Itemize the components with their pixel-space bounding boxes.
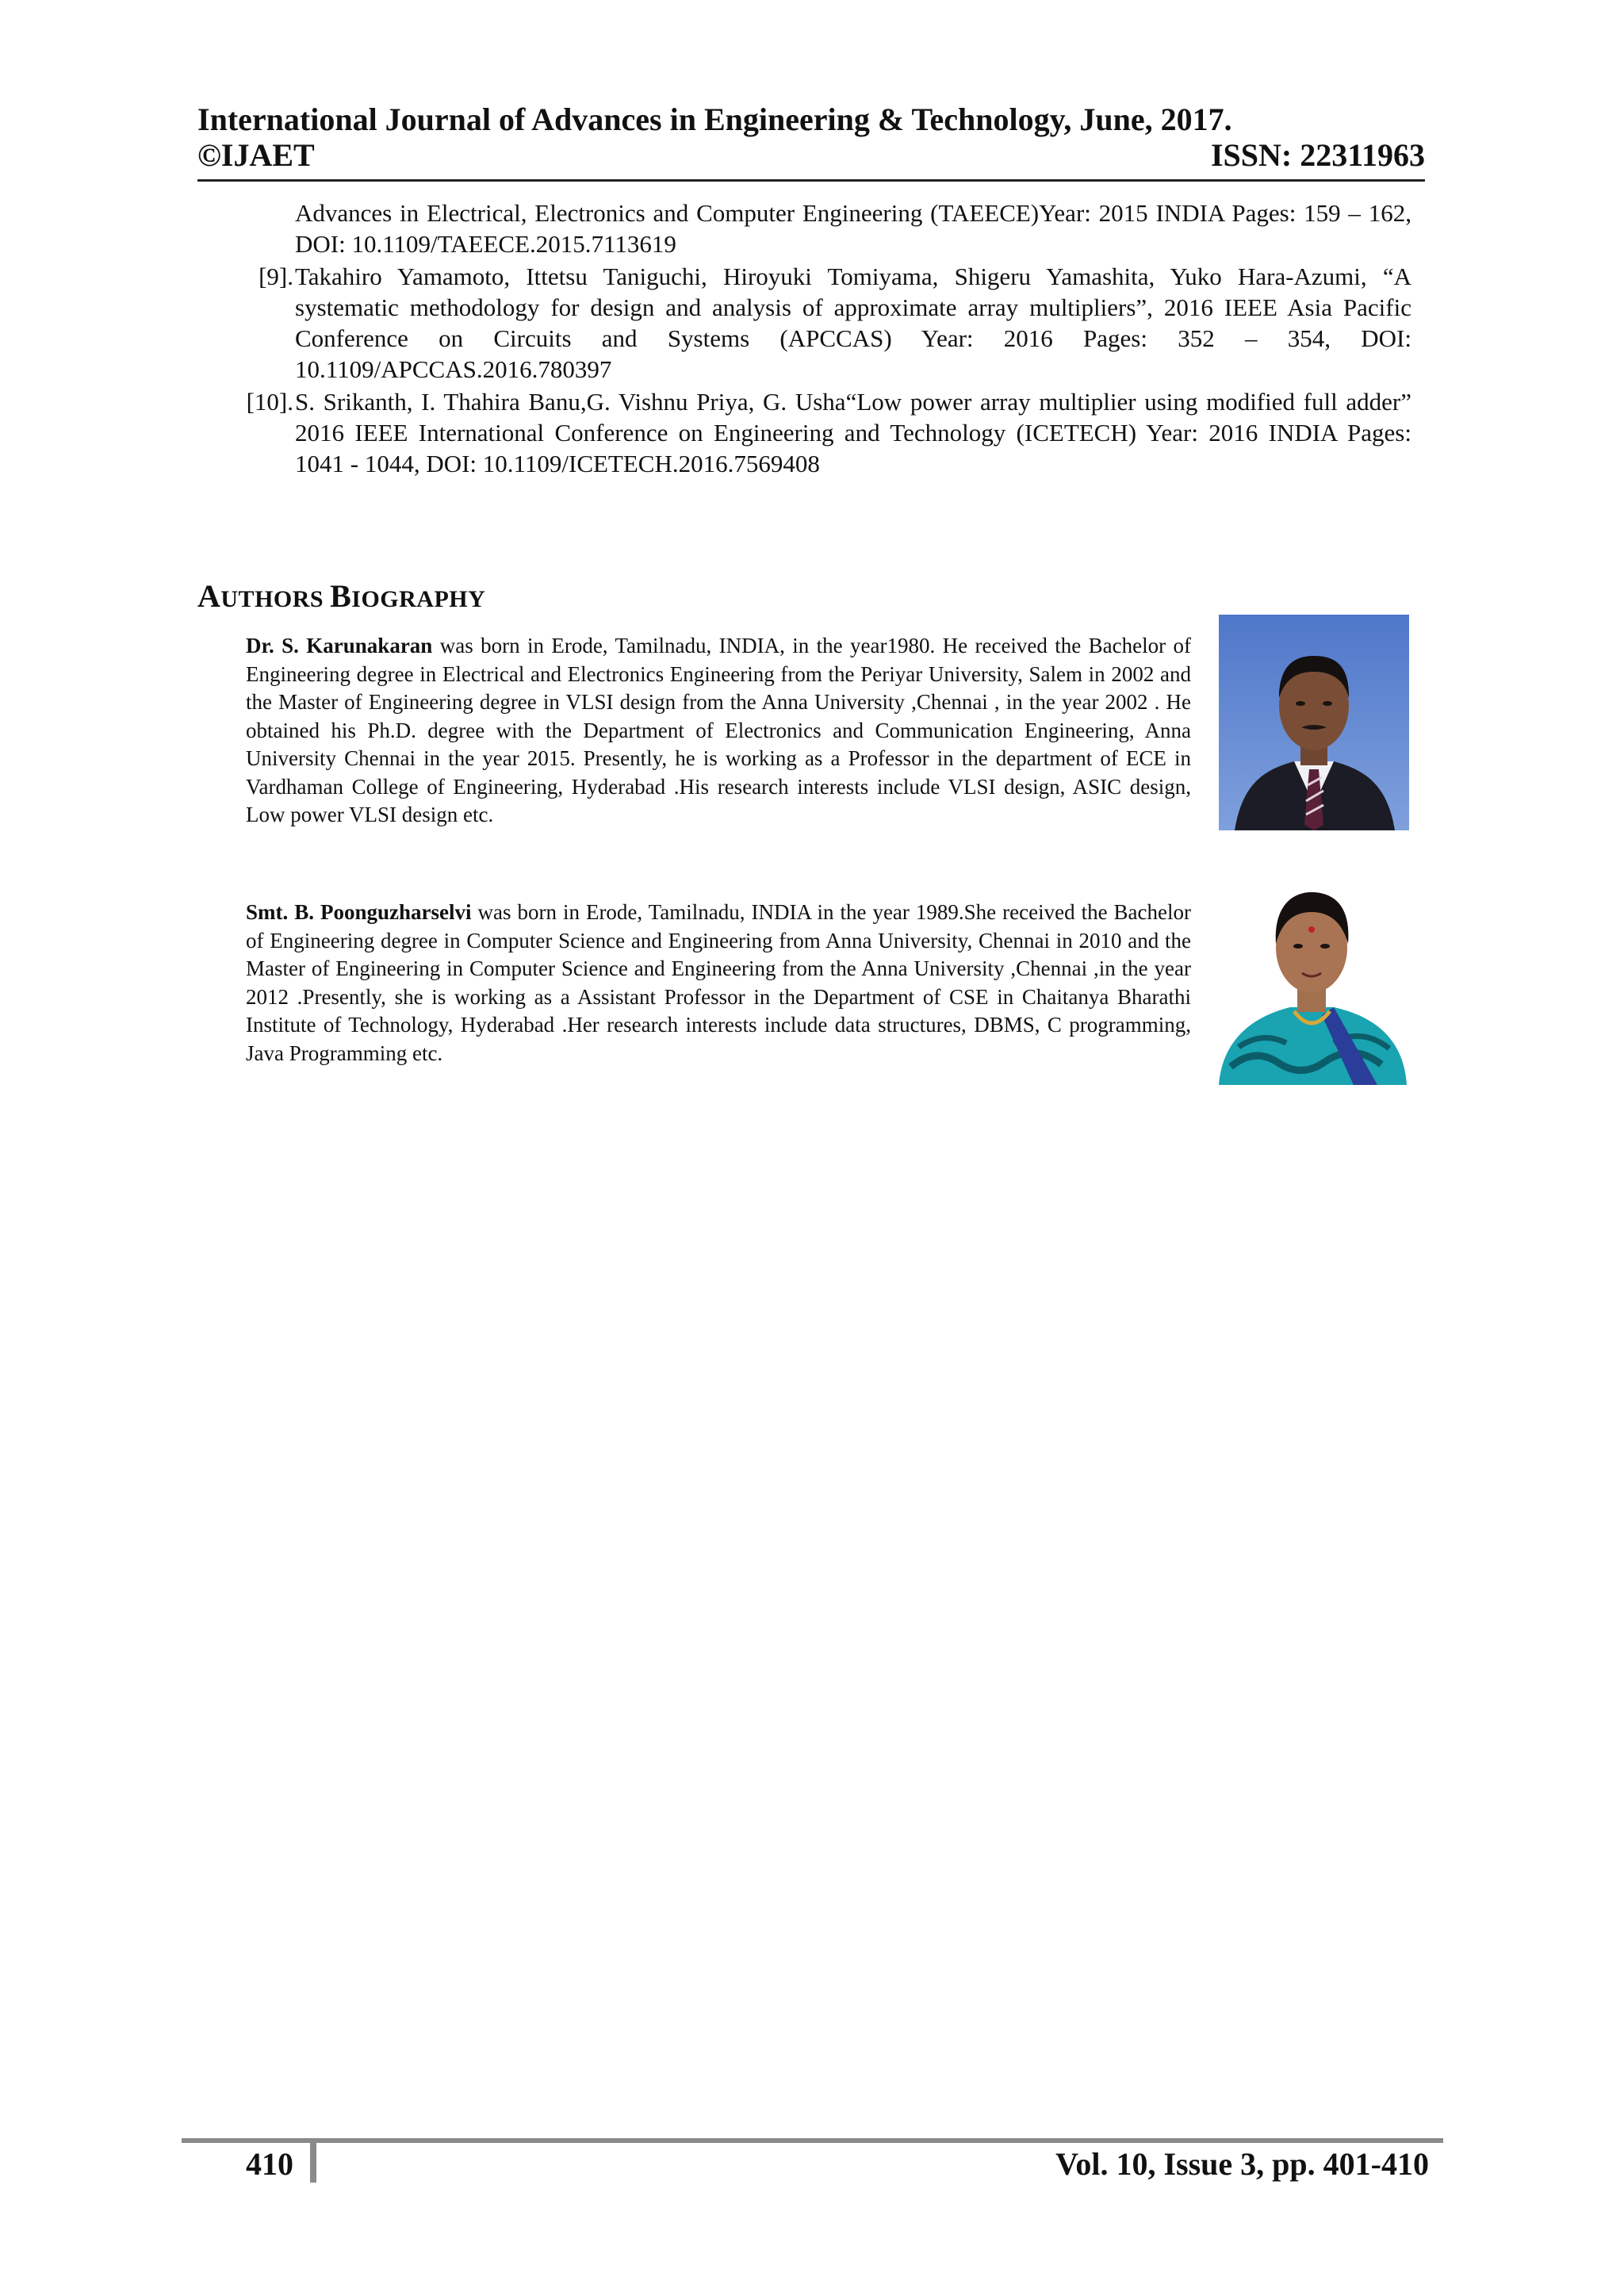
volume-info: Vol. 10, Issue 3, pp. 401-410 bbox=[1055, 2146, 1429, 2182]
section-title-initial: B bbox=[330, 578, 352, 614]
biography-text: was born in Erode, Tamilnadu, INDIA, in the year1980. He received the Bachelor of Engineering degree in Electrical and Electronics Engineering from the Periyar University, Salem in 2002 and the Master of Engineering degree in VLSI design from the Anna University ,Chennai , in the year 2002 . He obtained his Ph.D. degree with the Department of Electronics and Communication Engineering, Anna University Chennai in the year 2015. Presently, he is working as a Professor in the department of ECE in Vardhaman College of Engineering, Hyderabad .His research interests include VLSI design, ASIC design, Low power VLSI design etc. bbox=[246, 634, 1191, 826]
footer-divider bbox=[310, 2143, 316, 2183]
page-number: 410 bbox=[246, 2146, 293, 2182]
header-rule bbox=[197, 179, 1425, 182]
biography-text: was born in Erode, Tamilnadu, INDIA in the year 1989.She received the Bachelor of Engineering degree in Computer Science and Engineering from Anna University, Chennai in 2010 and the Master of Engineering in Computer Science and Engineering from the Anna University ,Chennai ,in the year 2012 .Presently, she is working as a Assistant Professor in the Department of CSE in Chaitanya Bharathi Institute of Technology, Hyderabad .Her research interests include data structures, DBMS, C programming, Java Programming etc. bbox=[246, 900, 1191, 1065]
reference-item bbox=[230, 261, 1411, 385]
author-biography bbox=[246, 899, 1191, 1068]
author-photo bbox=[1219, 615, 1409, 830]
author-biography bbox=[246, 632, 1191, 830]
reference-text: Takahiro Yamamoto, Ittetsu Taniguchi, Hiroyuki Tomiyama, Shigeru Yamashita, Yuko Hara-Azumi, “A systematic methodology for design and analysis of approximate array multipliers”, 2016 IEEE Asia Pacific Conference on Circuits and Systems (APCCAS) Year: 2016 Pages: 352 – 354, DOI: 10.1109/APCCAS.2016.780397 bbox=[295, 263, 1411, 383]
section-title bbox=[197, 577, 485, 615]
reference-text: S. Srikanth, I. Thahira Banu,G. Vishnu Priya, G. Usha“Low power array multiplier using modified full adder” 2016 IEEE International Conference on Engineering and Technology (ICETECH) Year: 2016 INDIA Pages: 1041 - 1044, DOI: 10.1109/ICETECH.2016.7569408 bbox=[295, 388, 1411, 477]
reference-number: [10]. bbox=[246, 388, 293, 416]
reference-item bbox=[230, 197, 1411, 259]
copyright-label: ©IJAET bbox=[197, 137, 315, 173]
author-photo bbox=[1215, 864, 1409, 1085]
header-line-2 bbox=[197, 137, 1425, 174]
reference-number: [9]. bbox=[259, 263, 293, 290]
section-title-initial: A bbox=[197, 578, 221, 614]
journal-title: International Journal of Advances in Engineering & Technology, June, 2017. bbox=[197, 102, 1232, 137]
reference-text: Advances in Electrical, Electronics and Computer Engineering (TAEECE)Year: 2015 INDIA Pages: 159 – 162, DOI: 10.1109/TAEECE.2015.7113619 bbox=[295, 199, 1411, 258]
footer-rule bbox=[182, 2138, 1443, 2143]
section-title-rest: UTHORS bbox=[220, 586, 331, 612]
issn-label: ISSN: 22311963 bbox=[1210, 137, 1425, 173]
author-name: Dr. S. Karunakaran bbox=[246, 634, 433, 657]
section-title-rest: IOGRAPHY bbox=[351, 586, 486, 612]
author-name: Smt. B. Poonguzharselvi bbox=[246, 900, 472, 924]
reference-item bbox=[230, 386, 1411, 479]
